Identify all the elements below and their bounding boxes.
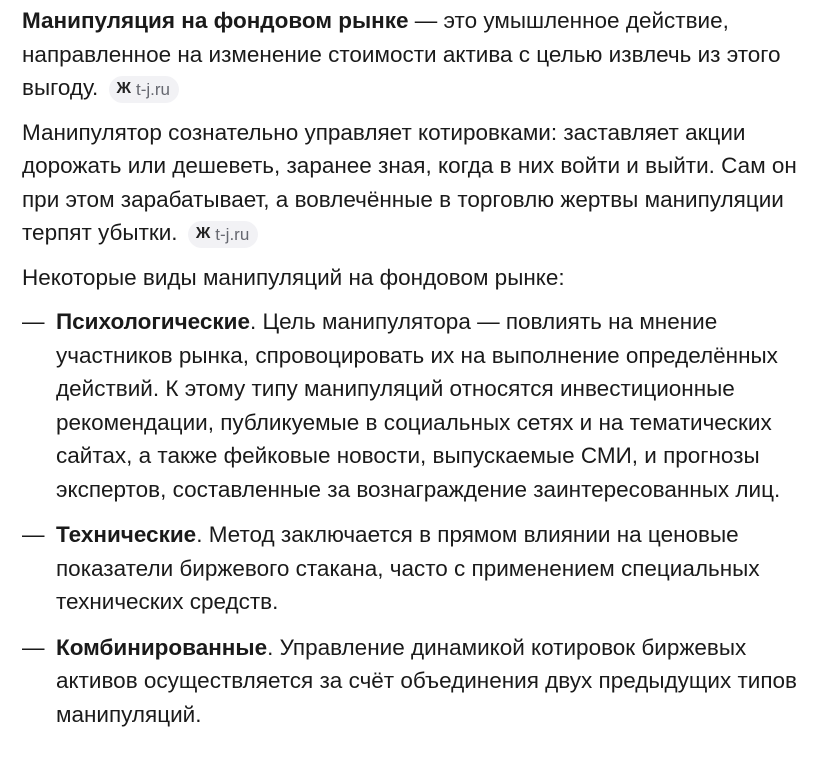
source-chip[interactable] bbox=[188, 221, 258, 248]
list-item bbox=[22, 305, 808, 506]
source-label: t-j.ru bbox=[215, 224, 250, 244]
list-item-text: . Цель манипулятора — повлиять на мнение участников рынка, спровоцировать их на выполнение определённых действий. К этому типу манипуляций относятся инвестиционные рекомендации, публикуемые в социальных сетях и на тематических сайтах, а также фейковые новости, выпускаемые СМИ, и прогнозы экспертов, составленные за вознаграждение заинтересованных лиц. bbox=[56, 309, 781, 502]
manipulator-text: Манипулятор сознательно управляет котировками: заставляет акции дорожать или дешеветь, заранее зная, когда в них войти и выйти. Сам он при этом зарабатывает, а вовлечённые в торговлю жертвы манипуляции терпят убытки. bbox=[22, 119, 797, 245]
manipulator-paragraph bbox=[22, 116, 808, 250]
tj-logo-icon: Ж bbox=[195, 225, 211, 242]
dash-marker: — bbox=[22, 634, 45, 660]
tj-logo-icon: Ж bbox=[116, 80, 131, 97]
source-label: t-j.ru bbox=[135, 79, 170, 99]
dash-marker: — bbox=[22, 522, 45, 547]
list-item bbox=[22, 631, 808, 732]
dash-marker: — bbox=[22, 309, 45, 334]
list-item-title: Технические bbox=[56, 522, 197, 547]
list-item-title: Комбинированные bbox=[56, 634, 268, 660]
list-item-title: Психологические bbox=[56, 309, 250, 334]
list-item bbox=[22, 518, 808, 619]
intro-term: Манипуляция на фондовом рынке bbox=[22, 8, 409, 33]
intro-paragraph bbox=[22, 4, 808, 105]
list-intro: Некоторые виды манипуляций на фондовом рынке: bbox=[22, 264, 565, 290]
intro-definition: — это умышленное действие, направленное на изменение стоимости актива с целью извлечь из этого выгоду. bbox=[22, 8, 781, 100]
source-chip[interactable] bbox=[109, 76, 179, 103]
list-item-text: . Управление динамикой котировок биржевых активов осуществляется за счёт объединения двух предыдущих типов манипуляций. bbox=[56, 634, 798, 727]
list-item-text: . Метод заключается в прямом влиянии на ценовые показатели биржевого стакана, часто с применением специальных технических средств. bbox=[56, 522, 760, 614]
manipulation-types-list bbox=[22, 305, 808, 731]
